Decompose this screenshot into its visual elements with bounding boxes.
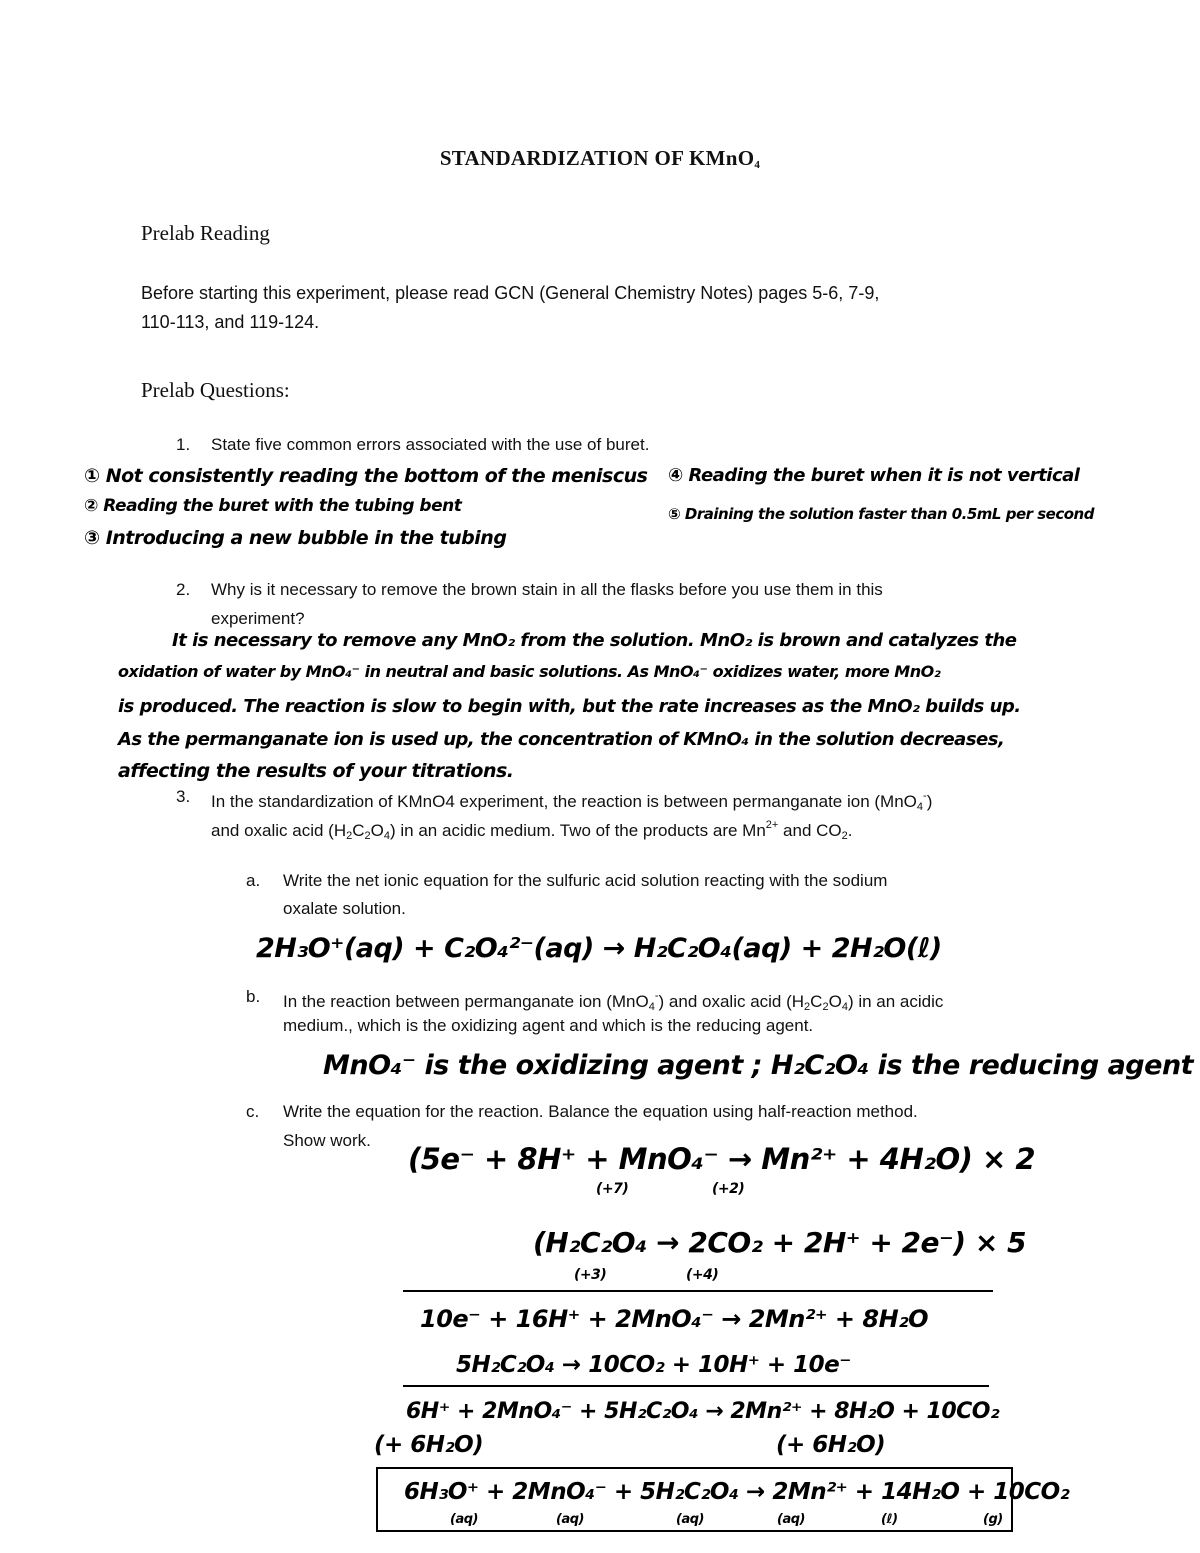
question-3-line-2: and oxalic acid $(H_2C_2O_4)$ in an acidic medium. Two of the products are $Mn^{2+}$ and $CO_2$.: [211, 819, 853, 842]
q3c-add-water-left: (+ 6H₂O): [374, 1432, 484, 1458]
q3c-state-2: (aq): [556, 1512, 584, 1527]
q1-answer-4: ④ Reading the buret when it is not vertical: [668, 465, 1080, 486]
question-3b-letter: b.: [246, 987, 261, 1006]
question-3c-letter: c.: [246, 1102, 260, 1121]
q3c-state-6: (g): [983, 1512, 1003, 1527]
q2-answer-line-2: oxidation of water by MnO₄⁻ in neutral and basic solutions. As MnO₄⁻ oxidizes water, more MnO₂: [118, 662, 941, 681]
q2-answer-line-5: affecting the results of your titrations.: [118, 760, 514, 782]
q1-answer-2: ② Reading the buret with the tubing bent: [84, 496, 462, 516]
question-3c-line-1: Write the equation for the reaction. Balance the equation using half-reaction method.: [283, 1102, 918, 1121]
prelab-reading-line-2: 110-113, and 119-124.: [141, 312, 320, 332]
divider-line-2: [403, 1385, 989, 1387]
q3c-state-5: (ℓ): [881, 1512, 898, 1527]
question-3b-line-1: In the reaction between permanganate ion (MnO$_4$-) and oxalic acid $(H_2C_2O_4)$ in an acidic: [283, 990, 944, 1013]
q1-answer-1: ① Not consistently reading the bottom of the meniscus: [84, 465, 648, 487]
prelab-reading-heading: Prelab Reading: [141, 221, 270, 245]
prelab-questions-heading: Prelab Questions:: [141, 378, 290, 402]
q3c-ox-state-mn-reactant: (+7): [596, 1181, 629, 1197]
q3c-ox-state-mn-product: (+2): [712, 1181, 745, 1197]
q3c-ox-state-c-reactant: (+3): [574, 1267, 607, 1283]
q1-answer-5: ⑤ Draining the solution faster than 0.5mL per second: [668, 505, 1094, 523]
prelab-reading-line-1: Before starting this experiment, please read GCN (General Chemistry Notes) pages 5-6, 7-9,: [141, 283, 880, 303]
question-3a-letter: a.: [246, 871, 261, 890]
question-3b-line-2: medium., which is the oxidizing agent and which is the reducing agent.: [283, 1016, 814, 1035]
divider-line-1: [403, 1290, 993, 1292]
question-3c-line-2: Show work.: [283, 1131, 371, 1150]
q3c-half-reaction-2: (H₂C₂O₄ → 2CO₂ + 2H⁺ + 2e⁻) × 5: [533, 1226, 1027, 1259]
q3c-state-1: (aq): [450, 1512, 478, 1527]
question-1-text: State five common errors associated with the use of buret.: [211, 435, 650, 454]
q3c-ox-state-c-product: (+4): [686, 1267, 719, 1283]
page-title: STANDARDIZATION OF KMnO$_4$: [439, 146, 761, 171]
q3b-answer: MnO₄⁻ is the oxidizing agent ; H₂C₂O₄ is the reducing agent: [323, 1050, 1194, 1081]
q3c-add-water-right: (+ 6H₂O): [776, 1432, 886, 1458]
q3c-final-equation: 6H₃O⁺ + 2MnO₄⁻ + 5H₂C₂O₄ → 2Mn²⁺ + 14H₂O + 10CO₂: [404, 1479, 1070, 1505]
question-3-line-1: In the standardization of KMnO4 experiment, the reaction is between permanganate ion (MnO$_4$-): [211, 790, 933, 813]
question-3a-line-1: Write the net ionic equation for the sulfuric acid solution reacting with the sodium: [283, 871, 888, 890]
q2-answer-line-3: is produced. The reaction is slow to begin with, but the rate increases as the MnO₂ builds up.: [118, 696, 1021, 717]
q3c-net-equation: 6H⁺ + 2MnO₄⁻ + 5H₂C₂O₄ → 2Mn²⁺ + 8H₂O + 10CO₂: [406, 1399, 1000, 1424]
question-2-line-1: Why is it necessary to remove the brown stain in all the flasks before you use them in this: [211, 580, 883, 599]
q3c-sum-line-2: 5H₂C₂O₄ → 10CO₂ + 10H⁺ + 10e⁻: [456, 1352, 851, 1378]
question-3-number: 3.: [176, 787, 191, 806]
q2-answer-line-4: As the permanganate ion is used up, the concentration of KMnO₄ in the solution decreases,: [118, 729, 1005, 750]
q3c-state-3: (aq): [676, 1512, 704, 1527]
q3c-half-reaction-1: (5e⁻ + 8H⁺ + MnO₄⁻ → Mn²⁺ + 4H₂O) × 2: [408, 1142, 1036, 1176]
q3a-answer-equation: 2H₃O⁺(aq) + C₂O₄²⁻(aq) → H₂C₂O₄(aq) + 2H₂O(ℓ): [256, 933, 942, 964]
question-3a-line-2: oxalate solution.: [283, 899, 406, 918]
question-2-number: 2.: [176, 580, 191, 599]
q2-answer-line-1: It is necessary to remove any MnO₂ from the solution. MnO₂ is brown and catalyzes the: [172, 630, 1017, 651]
q3c-state-4: (aq): [777, 1512, 805, 1527]
q1-answer-3: ③ Introducing a new bubble in the tubing: [84, 527, 507, 549]
q3c-sum-line-1: 10e⁻ + 16H⁺ + 2MnO₄⁻ → 2Mn²⁺ + 8H₂O: [420, 1305, 929, 1333]
question-2-line-2: experiment?: [211, 609, 305, 628]
question-1-number: 1.: [176, 435, 191, 454]
